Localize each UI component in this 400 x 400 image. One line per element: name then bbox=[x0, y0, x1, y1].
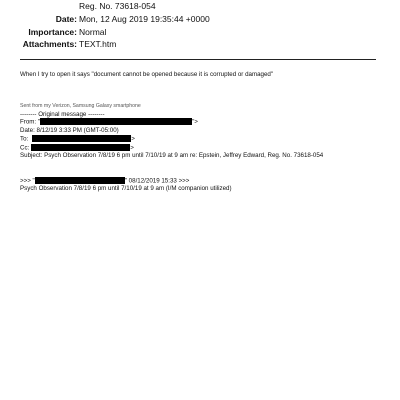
attachment-link[interactable]: TEXT.htm bbox=[79, 39, 117, 49]
importance-value: Normal bbox=[79, 27, 107, 37]
quoted-suffix: " 08/12/2019 15:33 >>> bbox=[124, 177, 190, 185]
original-message-separator: -------- Original message -------- bbox=[20, 111, 105, 118]
original-cc-row bbox=[20, 144, 134, 152]
attachments-label: Attachments: bbox=[22, 39, 77, 49]
to-end: > bbox=[131, 135, 135, 143]
original-to-row bbox=[20, 135, 135, 143]
date-label: Date: bbox=[55, 14, 77, 24]
importance-label: Importance: bbox=[28, 27, 77, 37]
date-value: Mon, 12 Aug 2019 19:35:44 +0000 bbox=[79, 14, 210, 24]
cc-label: Cc: bbox=[20, 144, 30, 152]
from-label: From: " bbox=[20, 118, 41, 126]
signature-line: Sent from my Verizon, Samsung Galaxy smartphone bbox=[20, 103, 141, 109]
redaction-bar bbox=[40, 118, 192, 125]
quoted-prefix: >>> " bbox=[20, 177, 35, 185]
redaction-bar bbox=[31, 144, 130, 151]
redaction-bar bbox=[35, 177, 125, 184]
header-importance-row bbox=[0, 27, 400, 38]
header-divider bbox=[20, 59, 376, 60]
header-attachments-row bbox=[0, 39, 400, 50]
message-body: When I try to open it says "document cannot be opened because it is corrupted or damaged" bbox=[20, 71, 274, 78]
to-label: To: bbox=[20, 135, 29, 143]
header-date-row bbox=[0, 14, 400, 25]
original-from-row bbox=[20, 118, 198, 126]
original-date-row: Date: 8/12/19 3:33 PM (GMT-05:00) bbox=[20, 127, 119, 134]
from-end: "> bbox=[192, 118, 198, 126]
quoted-body: Psych Observation 7/8/19 6 pm until 7/10/19 at 9 am (I/M companion utilized) bbox=[20, 185, 232, 192]
redaction-bar bbox=[32, 135, 131, 142]
cc-end: > bbox=[130, 144, 134, 152]
original-subject-row: Subject: Psych Observation 7/8/19 6 pm until 7/10/19 at 9 am re: Epstein, Jeffrey Edward, Reg. No. 73618-054 bbox=[20, 152, 324, 159]
registration-number-line: Reg. No. 73618-054 bbox=[79, 1, 156, 11]
quoted-header-row bbox=[20, 177, 189, 185]
